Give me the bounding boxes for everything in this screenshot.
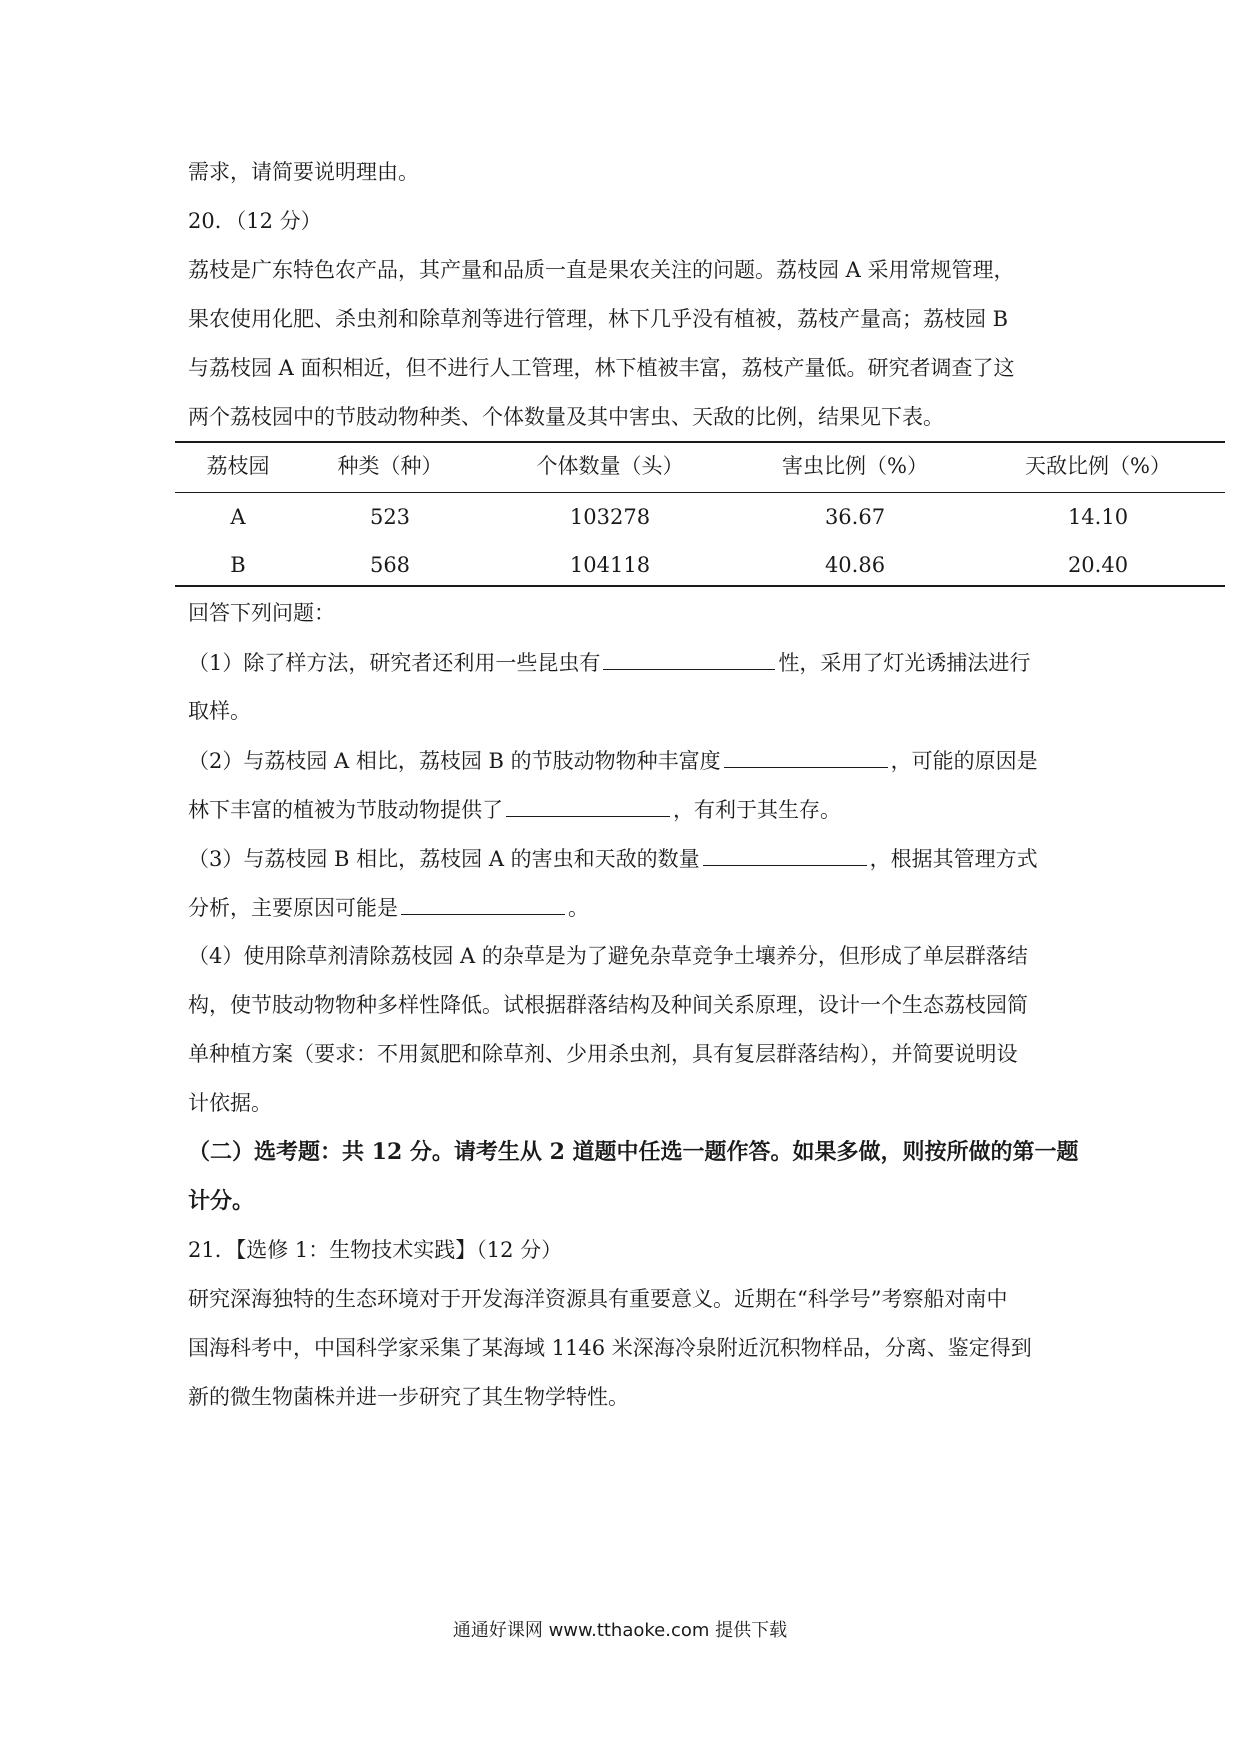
question-text: 分析，主要原因可能是 [188, 896, 398, 920]
table-header-rule [175, 492, 1225, 493]
text-line: 荔枝是广东特色农产品，其产量和品质一直是果农关注的问题。荔枝园 A 采用常规管理， [188, 258, 1015, 282]
section-heading: 计分。 [188, 1188, 255, 1214]
answer-blank [724, 745, 888, 768]
table-cell: 104118 [569, 553, 651, 577]
question-2-line [188, 745, 1038, 776]
text-line: 国海科考中，中国科学家采集了某海域 1146 米深海冷泉附近沉积物样品，分离、鉴定得到 [188, 1336, 1032, 1360]
question-text: ，根据其管理方式 [869, 847, 1038, 871]
answer-blank [703, 843, 867, 866]
text-line: 新的微生物菌株并进一步研究了其生物学特性。 [188, 1385, 629, 1409]
question-text: ，有利于其生存。 [673, 798, 841, 822]
question-2-line [188, 794, 841, 825]
text-line: 研究深海独特的生态环境对于开发海洋资源具有重要意义。近期在“科学号”考察船对南中 [188, 1287, 1008, 1311]
table-cell: 40.86 [824, 553, 886, 577]
section-heading: （二）选考题：共 12 分。请考生从 2 道题中任选一题作答。如果多做，则按所做的第一题 [188, 1139, 1079, 1165]
table-cell: 103278 [569, 505, 651, 529]
question-20-heading: 20．（12 分） [188, 209, 322, 233]
table-cell: 14.10 [1067, 505, 1129, 529]
question-text: ，可能的原因是 [890, 749, 1038, 773]
text-line: 回答下列问题： [188, 601, 335, 625]
table-cell: 568 [369, 553, 411, 577]
page-footer: 通通好课网 www.tthaoke.com 提供下载 [452, 1620, 788, 1641]
question-text: （2）与荔枝园 A 相比，荔枝园 B 的节肢动物物种丰富度 [188, 749, 721, 773]
text-line: （4）使用除草剂清除荔枝园 A 的杂草是为了避免杂草竞争土壤养分，但形成了单层群落结 [188, 944, 1028, 968]
answer-blank [603, 647, 775, 670]
question-3-line [188, 843, 1038, 874]
question-text: 性，采用了灯光诱捕法进行 [778, 651, 1031, 675]
question-text: 林下丰富的植被为节肢动物提供了 [188, 798, 503, 822]
table-cell: 20.40 [1067, 553, 1129, 577]
table-header-cell: 天敌比例（%） [1025, 454, 1171, 478]
question-text: （1）除了样方法，研究者还利用一些昆虫有 [188, 651, 601, 675]
text-line: 需求，请简要说明理由。 [188, 160, 419, 184]
answer-blank [401, 892, 565, 915]
table-cell: 36.67 [824, 505, 886, 529]
question-text: 。 [568, 896, 589, 920]
table-header-cell: 害虫比例（%） [782, 454, 928, 478]
question-1-line [188, 647, 1030, 678]
table-cell: B [230, 553, 246, 577]
table-header-cell: 种类（种） [337, 454, 443, 478]
text-line: 取样。 [188, 699, 251, 723]
text-line: 单种植方案（要求：不用氮肥和除草剂、少用杀虫剂，具有复层群落结构），并简要说明设 [188, 1042, 1018, 1066]
text-line: 果农使用化肥、杀虫剂和除草剂等进行管理，林下几乎没有植被，荔枝产量高；荔枝园 B [188, 307, 1009, 331]
answer-blank [506, 794, 670, 817]
question-21-heading: 21．【选修 1：生物技术实践】（12 分） [188, 1238, 563, 1262]
question-3-line [188, 892, 589, 923]
text-line: 与荔枝园 A 面积相近，但不进行人工管理，林下植被丰富，荔枝产量低。研究者调查了这 [188, 356, 1015, 380]
table-header-cell: 荔枝园 [206, 454, 270, 478]
text-line: 两个荔枝园中的节肢动物种类、个体数量及其中害虫、天敌的比例，结果见下表。 [188, 405, 944, 429]
table-bottom-rule [175, 585, 1225, 587]
table-cell: 523 [369, 505, 411, 529]
table-top-rule [175, 441, 1225, 443]
table-cell: A [230, 505, 246, 529]
text-line: 构，使节肢动物物种多样性降低。试根据群落结构及种间关系原理，设计一个生态荔枝园简 [188, 993, 1028, 1017]
question-text: （3）与荔枝园 B 相比，荔枝园 A 的害虫和天敌的数量 [188, 847, 700, 871]
table-header-cell: 个体数量（头） [536, 454, 684, 478]
text-line: 计依据。 [188, 1091, 272, 1115]
